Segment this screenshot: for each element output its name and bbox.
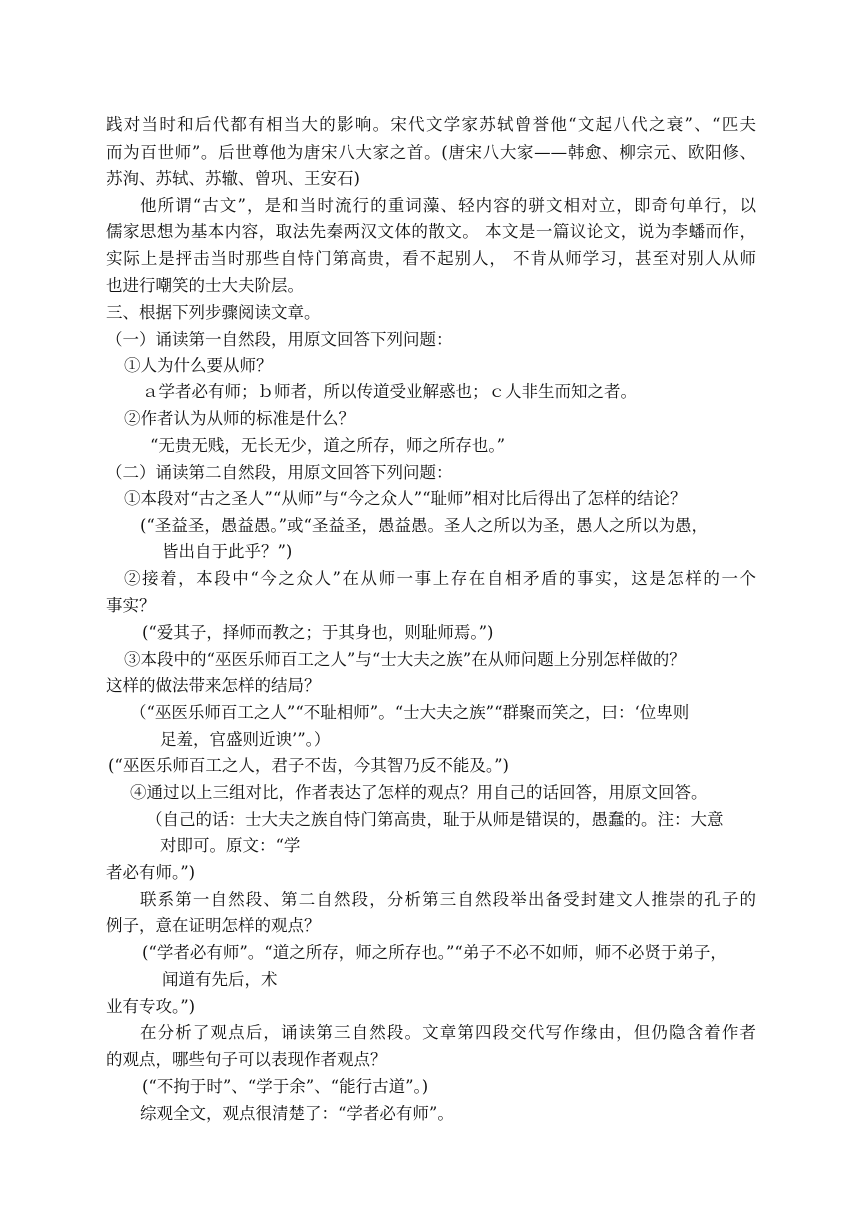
answer: （“巫医乐师百工之人”“不耻相师”。“士大夫之族”“群聚而笑之，曰：‘位卑则 (130, 703, 690, 722)
question: 的观点，哪些句子可以表现作者观点？ (106, 1050, 387, 1069)
question: 例子，意在证明怎样的观点？ (106, 916, 321, 935)
answer: （自己的话：士大夫之族自恃门第高贵，耻于从师是错误的，愚蠢的。注：大意 (146, 810, 724, 829)
answer: 皆出自于此乎？”) (162, 542, 293, 561)
text-line: 而为百世师”。后世尊他为唐宋八大家之首。(唐宋八大家——韩愈、柳宗元、欧阳修、 (106, 143, 756, 162)
answer: (“爱其子，择师而教之；于其身也，则耻师焉。”) (142, 623, 494, 642)
question: 在分析了观点后，诵读第三自然段。文章第四段交代写作缘由，但仍隐含着作者 (140, 1023, 756, 1042)
question: ②作者认为从师的标准是什么？ (124, 409, 355, 428)
answer: ａ学者必有师；ｂ师者，所以传道受业解惑也；ｃ人非生而知之者。 (142, 382, 637, 401)
text-line: 也进行嘲笑的士大夫阶层。 (106, 276, 304, 295)
question: ①人为什么要从师？ (124, 356, 273, 375)
text-line: 实际上是抨击当时那些自恃门第高贵，看不起别人， 不肯从师学习，甚至对别人从师 (106, 249, 756, 268)
answer: 足羞，官盛则近谀’”。） (160, 730, 331, 749)
question: ①本段对“古之圣人”“从师”与“今之众人”“耻师”相对比后得出了怎样的结论？ (124, 489, 687, 508)
question: 事实？ (106, 596, 156, 615)
subsection-heading: （一）诵读第一自然段，用原文回答下列问题： (106, 330, 453, 349)
section-heading: 三、根据下列步骤阅读文章。 (106, 303, 321, 322)
text-line: 他所谓“古文”，是和当时流行的重词藻、轻内容的骈文相对立，即奇句单行，以 (140, 196, 756, 215)
question: ②接着，本段中“今之众人”在从师一事上存在自相矛盾的事实，这是怎样的一个 (124, 569, 756, 588)
answer: (“圣益圣，愚益愚。”或“圣益圣，愚益愚。圣人之所以为圣，愚人之所以为愚， (140, 516, 708, 535)
question: ④通过以上三组对比，作者表达了怎样的观点？用自己的话回答，用原文回答。 (130, 783, 708, 802)
answer: 闻道有先后，术 (162, 970, 278, 989)
answer: 者必有师。”) (106, 863, 196, 882)
subsection-heading: （二）诵读第二自然段，用原文回答下列问题： (106, 463, 453, 482)
conclusion: 综观全文，观点很清楚了：“学者必有师”。 (140, 1104, 454, 1123)
answer: (“不拘于时”、“学于余”、“能行古道”。) (142, 1077, 429, 1096)
text-line: 儒家思想为基本内容，取法先秦两汉文体的散文。 本文是一篇议论文，说为李蟠而作， (106, 222, 756, 241)
question: 这样的做法带来怎样的结局？ (106, 676, 321, 695)
question: 联系第一自然段、第二自然段，分析第三自然段举出备受封建文人推崇的孔子的 (140, 890, 756, 909)
answer: 业有专攻。”) (106, 997, 196, 1016)
text-line: 践对当时和后代都有相当大的影响。宋代文学家苏轼曾誉他“文起八代之衰”、“匹夫 (106, 115, 756, 134)
answer: (“学者必有师”。“道之所存，师之所存也。”“弟子不必不如师，师不必贤于弟子， (142, 943, 727, 962)
question: ③本段中的“巫医乐师百工之人”与“士大夫之族”在从师问题上分别怎样做的？ (124, 650, 686, 669)
text-line: 苏洵、苏轼、苏辙、曾巩、王安石) (106, 169, 360, 188)
answer: (“巫医乐师百工之人，君子不齿，今其智乃反不能及。”) (108, 756, 509, 775)
answer: 对即可。原文：“学 (160, 836, 301, 855)
answer: “无贵无贱，无长无少，道之所存，师之所存也。” (150, 436, 506, 455)
